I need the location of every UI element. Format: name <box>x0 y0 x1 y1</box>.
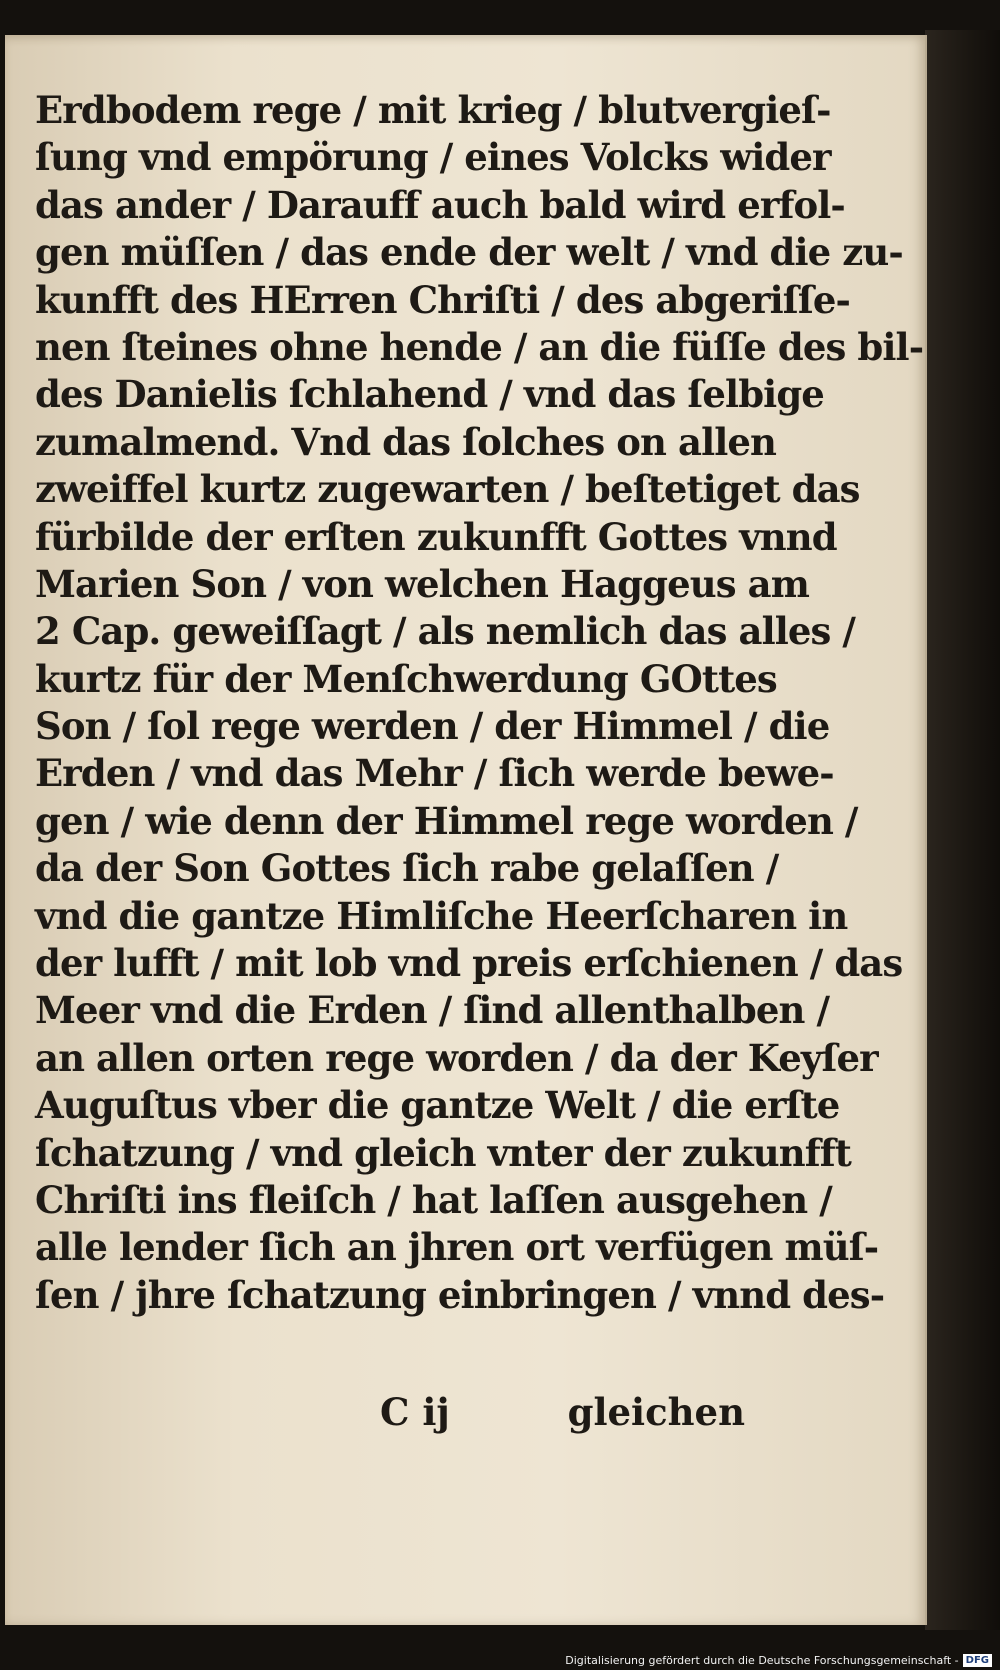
text-line: vnd die gantze Himliſche Heerſcharen in <box>35 893 848 938</box>
text-line: 2 Cap. geweiſſagt / als nemlich das alles / <box>35 609 856 654</box>
text-line: Chriſti ins fleiſch / hat laſſen ausgehen / <box>35 1177 832 1222</box>
text-line: Auguſtus vber die gantze Welt / die erſte <box>35 1083 840 1128</box>
text-line: zumalmend. Vnd das ſolches on allen <box>35 419 777 464</box>
text-line: zweiffel kurtz zugewarten / beſtetiget das <box>35 467 860 512</box>
text-line: da der Son Gottes ſich rabe gelaſſen / <box>35 846 779 891</box>
text-line: Son / ſol rege werden / der Himmel / die <box>35 704 830 749</box>
text-line: Erden / vnd das Mehr / ſich werde bewe- <box>35 751 834 796</box>
text-line: das ander / Darauff auch bald wird erfol- <box>35 182 845 227</box>
text-line: kurtz für der Menſchwerdung GOttes <box>35 656 777 701</box>
text-line: kunfft des HErren Chriſti / des abgeriſſe- <box>35 277 850 322</box>
page-footer <box>35 1390 745 1438</box>
text-line: gen / wie denn der Himmel rege worden / <box>35 798 858 843</box>
text-line: ſchatzung / vnd gleich vnter der zukunfft <box>35 1130 851 1175</box>
page-text <box>35 87 924 1319</box>
book-page <box>5 35 927 1625</box>
text-line: ſen / jhre ſchatzung einbringen / vnnd des- <box>35 1272 885 1317</box>
digitization-credit <box>565 1654 992 1667</box>
text-line: alle lender ſich an jhren ort verfügen müſ- <box>35 1225 879 1270</box>
text-line: Marien Son / von welchen Haggeus am <box>35 561 809 606</box>
catchword: gleichen <box>567 1390 745 1434</box>
text-line: des Danielis ſchlahend / vnd das ſelbige <box>35 372 824 417</box>
text-line: ſung vnd empörung / eines Volcks wider <box>35 135 831 180</box>
signature-mark: C ij <box>380 1390 450 1434</box>
text-line: an allen orten rege worden / da der Keyſer <box>35 1035 878 1080</box>
text-line: Erdbodem rege / mit krieg / blutvergieſ- <box>35 88 831 132</box>
text-line: fürbilde der erſten zukunfft Gottes vnnd <box>35 514 837 559</box>
dfg-logo: DFG <box>963 1654 992 1667</box>
book-edge <box>925 30 1000 1630</box>
credit-text: Digitalisierung gefördert durch die Deutsche Forschungsgemeinschaft - <box>565 1654 959 1667</box>
text-line: nen ſteines ohne hende / an die füſſe des bil- <box>35 324 924 369</box>
text-line: der lufft / mit lob vnd preis erſchienen / das <box>35 941 903 986</box>
text-line: Meer vnd die Erden / ſind allenthalben / <box>35 988 830 1033</box>
text-line: gen müſſen / das ende der welt / vnd die zu- <box>35 230 903 275</box>
